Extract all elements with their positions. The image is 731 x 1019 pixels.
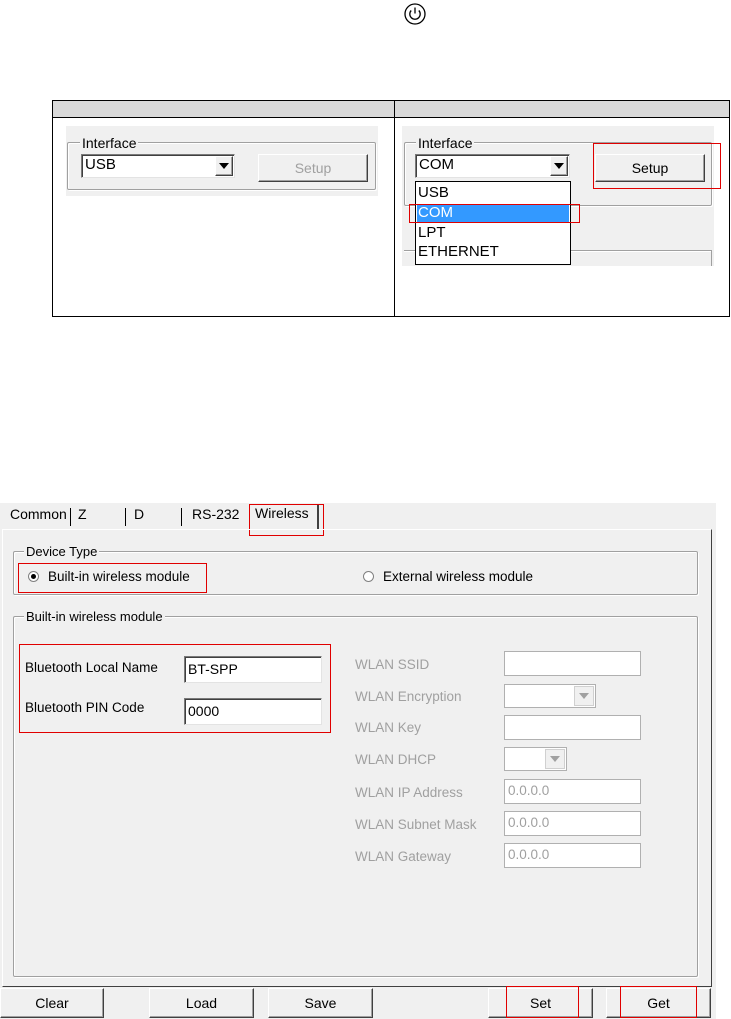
wlan-key-input <box>504 715 641 740</box>
interface-select-value: COM <box>419 156 454 173</box>
interface-group-label: Interface <box>418 135 473 151</box>
wlan-gateway-input <box>504 843 641 868</box>
bt-name-value: BT-SPP <box>188 661 238 677</box>
chevron-down-icon <box>545 749 565 769</box>
tab-separator <box>125 508 126 526</box>
interface-dropdown-list <box>415 181 571 265</box>
tab-separator <box>181 508 182 526</box>
set-button[interactable]: Set <box>488 988 593 1018</box>
right-panel <box>402 126 714 266</box>
dropdown-option-com[interactable]: COM <box>417 204 569 223</box>
interface-select-value: USB <box>85 156 116 173</box>
wlan-gateway-value: 0.0.0.0 <box>508 847 550 862</box>
wlan-dhcp-select <box>504 747 567 771</box>
builtin-radio-label[interactable]: Built-in wireless module <box>48 569 190 584</box>
builtin-radio[interactable] <box>28 571 39 582</box>
chevron-down-icon <box>574 686 594 706</box>
device-type-label: Device Type <box>26 544 98 559</box>
left-panel <box>66 126 378 196</box>
interface-select-right[interactable] <box>415 154 570 178</box>
tab-common[interactable]: Common <box>10 506 67 522</box>
get-button[interactable]: Get <box>606 988 711 1018</box>
dropdown-option-ethernet[interactable]: ETHERNET <box>418 243 499 260</box>
builtin-module-label: Built-in wireless module <box>26 609 163 624</box>
wlan-mask-value: 0.0.0.0 <box>508 815 550 830</box>
wlan-gateway-label: WLAN Gateway <box>355 849 452 864</box>
wlan-key-label: WLAN Key <box>355 720 422 735</box>
chevron-down-icon[interactable] <box>215 156 233 176</box>
setup-button-disabled: Setup <box>258 154 368 182</box>
setup-button[interactable]: Setup <box>595 154 705 182</box>
table-header <box>53 101 729 118</box>
tab-rs232[interactable]: RS-232 <box>192 506 240 522</box>
power-icon <box>403 2 427 26</box>
bt-pin-value: 0000 <box>188 703 220 719</box>
interface-select-left[interactable] <box>81 154 235 178</box>
lower-group-edge-right <box>711 250 712 266</box>
load-button[interactable]: Load <box>149 988 254 1018</box>
save-button[interactable]: Save <box>268 988 373 1018</box>
bt-pin-input[interactable] <box>184 698 322 725</box>
wlan-mask-label: WLAN Subnet Mask <box>355 817 477 832</box>
wlan-ssid-label: WLAN SSID <box>355 657 430 672</box>
chevron-down-icon[interactable] <box>550 156 568 176</box>
wlan-ip-label: WLAN IP Address <box>355 785 463 800</box>
clear-button[interactable]: Clear <box>0 988 104 1018</box>
table-divider <box>394 101 395 316</box>
tab-strip <box>0 503 716 529</box>
wlan-ssid-input <box>504 651 641 676</box>
external-radio[interactable] <box>363 571 374 582</box>
external-radio-label[interactable]: External wireless module <box>383 569 534 584</box>
tab-wireless[interactable]: Wireless <box>255 505 309 521</box>
bt-name-label: Bluetooth Local Name <box>25 660 158 675</box>
wlan-encryption-select <box>504 684 596 708</box>
bt-pin-label: Bluetooth PIN Code <box>25 700 145 715</box>
tab-d[interactable]: D <box>134 506 145 522</box>
dropdown-option-usb[interactable]: USB <box>418 184 449 201</box>
interface-group-label: Interface <box>82 135 137 151</box>
wlan-ip-value: 0.0.0.0 <box>508 783 550 798</box>
bt-name-input[interactable] <box>184 656 322 683</box>
wlan-ip-input <box>504 779 641 804</box>
dropdown-option-lpt[interactable]: LPT <box>418 224 446 241</box>
wlan-encryption-label: WLAN Encryption <box>355 689 462 704</box>
tab-separator <box>70 508 71 526</box>
tab-z[interactable]: Z <box>78 506 87 522</box>
wlan-dhcp-label: WLAN DHCP <box>355 752 437 767</box>
wlan-mask-input <box>504 811 641 836</box>
